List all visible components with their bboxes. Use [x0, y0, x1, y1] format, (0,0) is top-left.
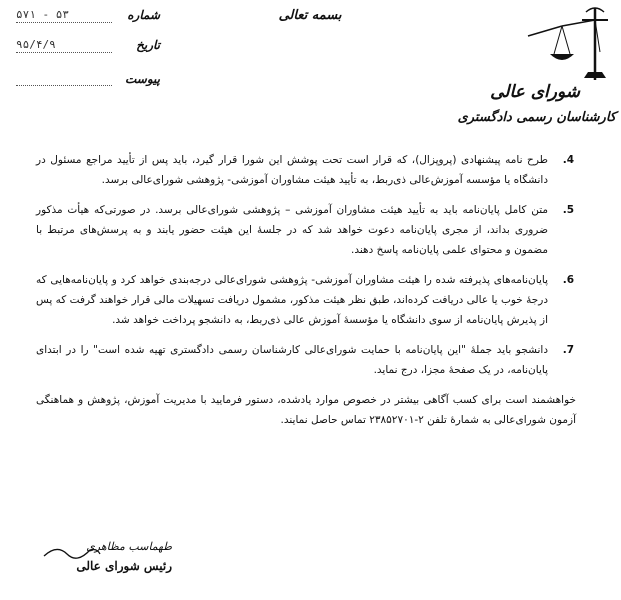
item-text: پایان‌نامه‌های پذیرفته شده را هیئت مشاوران آموزشی- پژوهشی شورای‌عالی درجه‌بندی خواهد کرد و پایان‌نامه‌هایی که درجهٔ خوب یا عالی دریافت کرده‌اند، طبق نظر هیئت مذکور، مشمول دریافت تسهیلات مالی قرار خواهند گرفت که پس از پذیرش پایان‌نامه از سوی دانشگاه یا مؤسسهٔ آموزش عالی ذی‌ربط، به دانشجو پرداخت خواهد شد.: [36, 274, 548, 326]
attachment-row: [14, 72, 160, 90]
signatory-name: طهماسب مظاهری: [86, 540, 172, 553]
bismillah-heading: بسمه تعالی: [278, 8, 342, 23]
date-value: ۹۵/۴/۹: [16, 38, 112, 53]
item-number: 7.: [562, 344, 574, 356]
item-number: 5.: [562, 204, 574, 216]
list-item: [36, 270, 576, 330]
list-item: [36, 340, 576, 380]
letter-body: [36, 150, 576, 430]
number-row: [14, 8, 160, 26]
number-value: ۵۷۱ - ۵۳: [16, 8, 112, 23]
scales-emblem-icon: [457, 0, 620, 150]
closing-paragraph: خواهشمند است برای کسب آگاهی بیشتر در خصوص موارد یادشده، دستور فرمایید با مدیریت آموزش، پژوهش و هماهنگی آزمون شورای‌عالی به شمارهٔ تلفن ۲-۲۳۸۵۲۷۰۱ تماس حاصل نمایند.: [36, 394, 576, 426]
council-logo: [457, 0, 620, 150]
date-row: [14, 38, 160, 56]
attachment-blank: [16, 85, 112, 86]
item-number: 4.: [562, 154, 574, 166]
item-text: متن کامل پایان‌نامه باید به تأیید هیئت مشاوران آموزشی – پژوهشی شورای‌عالی برسد. در صورتی‌که هیأت مذکور ضروری بداند، از مجری پایان‌نامه دعوت خواهد شد که در جلسهٔ این هیئت حضور یابند و به پرسش‌های مرتبط با مضمون و محتوای علمی پایان‌نامه پاسخ دهند.: [36, 204, 548, 256]
item-text: دانشجو باید جملهٔ "این پایان‌نامه با حمایت شورای‌عالی کارشناسان رسمی دادگستری تهیه شده است" را در ابتدای پایان‌نامه، در یک صفحهٔ مجزا، درج نماید.: [36, 344, 548, 376]
list-item: [36, 150, 576, 190]
number-label: شماره: [127, 8, 160, 22]
item-text: طرح نامه پیشنهادی (پروپزال)، که قرار است تحت پوشش این شورا قرار گیرد، باید پس از تأیید مراجع مسئول در دانشگاه یا مؤسسه آموزش‌عالی ذی‌ربط، به تأیید هیئت مشاوران آموزشی- پژوهشی شورای‌عالی برسد.: [36, 154, 548, 186]
logo-subtitle: کارشناسان رسمی دادگستری: [457, 110, 616, 125]
signature-scribble-icon: [42, 542, 102, 562]
signature-block: [62, 540, 172, 573]
item-number: 6.: [562, 274, 574, 286]
logo-title: شورای عالی: [490, 82, 580, 102]
signatory-title: رئیس شورای عالی: [76, 559, 172, 573]
list-item: [36, 200, 576, 260]
date-label: تاریخ: [136, 38, 160, 52]
attachment-label: پیوست: [125, 72, 160, 86]
